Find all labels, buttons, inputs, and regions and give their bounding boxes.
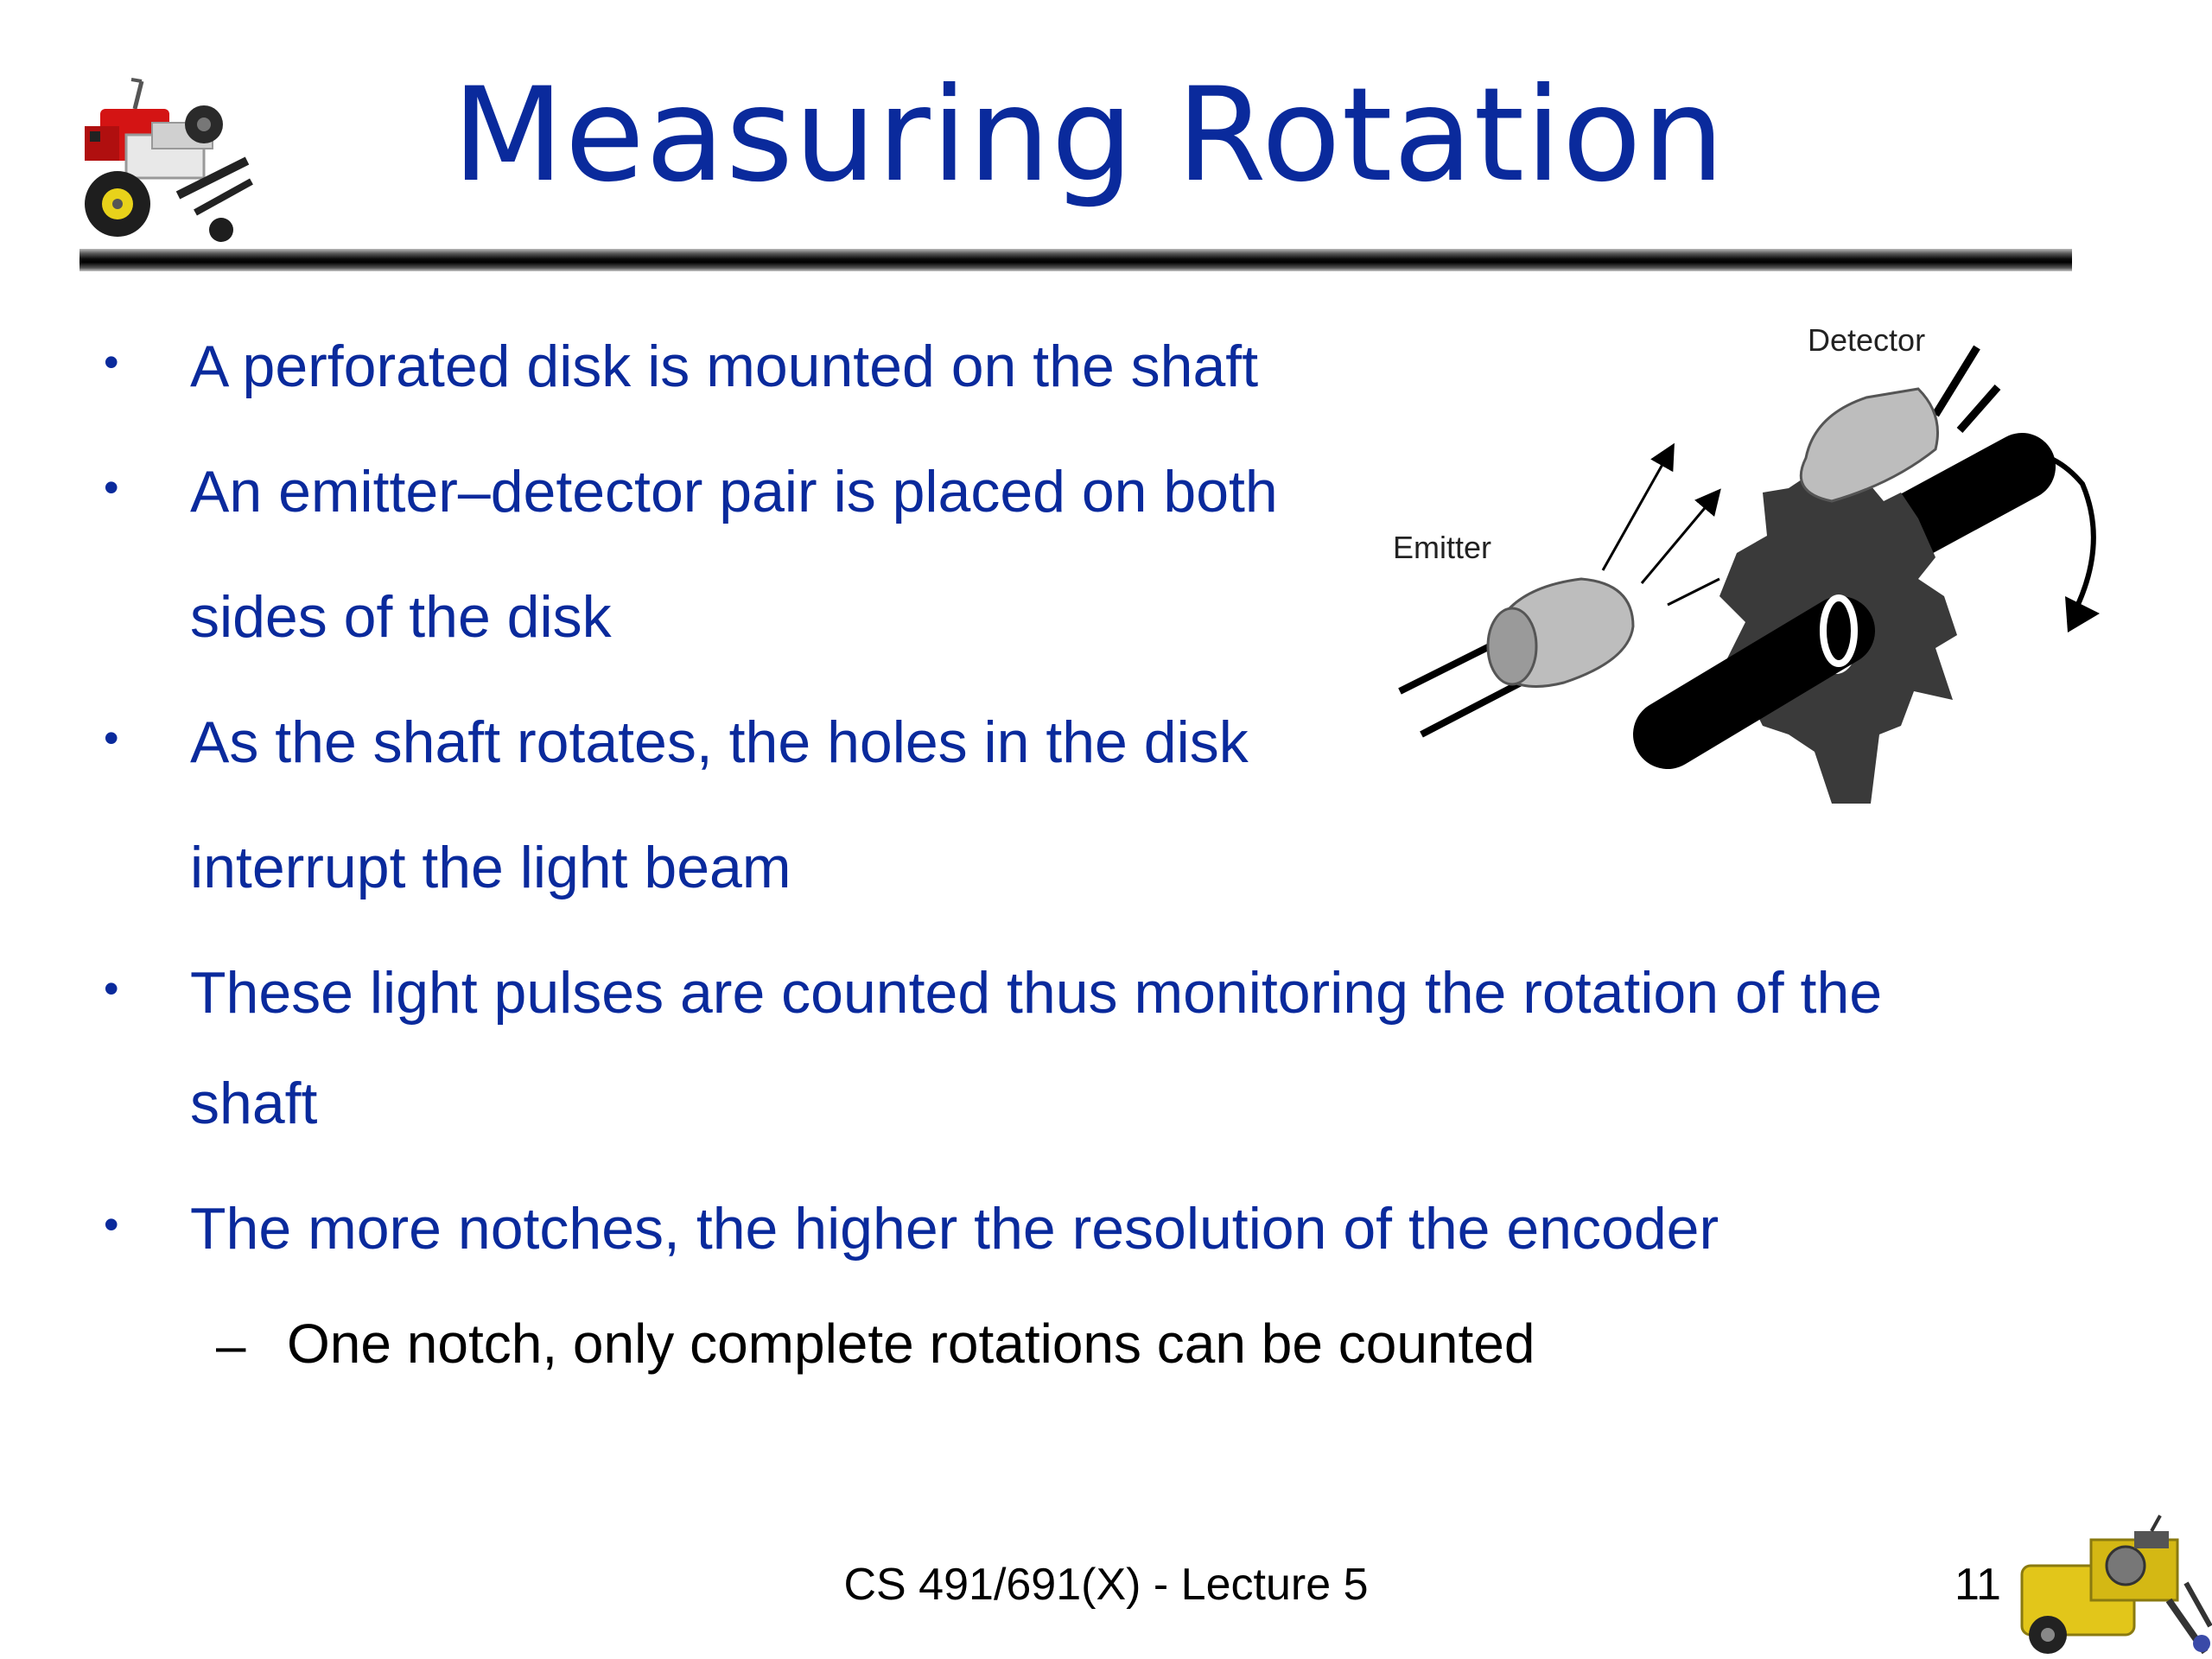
bullet-2-line-1: An emitter–detector pair is placed on both [190,459,1278,524]
emitter-icon [1400,579,1633,734]
encoder-diagram [1382,320,2126,821]
footer-course: CS 491/691(X) - Lecture 5 [843,1560,1369,1610]
bullet-3-line-1: As the shaft rotates, the holes in the disk [190,709,1249,775]
bullet-5-line-1: The more notches, the higher the resolution of the encoder [190,1196,1719,1262]
emitter-label: Emitter [1393,530,1492,565]
bullet-3-line-2: interrupt the light beam [190,835,791,900]
sub-bullet-marker: – [216,1316,246,1376]
bullet-marker: • [104,964,119,1013]
title-divider [79,249,2072,271]
bullet-4-line-2: shaft [190,1071,318,1136]
bullet-marker: • [104,463,119,512]
detector-label: Detector [1808,322,1926,358]
page-title: Measuring Rotation [452,60,1726,211]
bullet-4-line-1: These light pulses are counted thus monitoring the rotation of the [190,960,1883,1026]
bullet-marker: • [104,1200,119,1249]
bullet-marker: • [104,338,119,386]
robot-walker-icon [2013,1514,2212,1659]
light-beam-arrows [1603,448,1719,605]
sub-bullet-text: One notch, only complete rotations can be counted [287,1313,1535,1375]
bullet-1-line-1: A perforated disk is mounted on the shaft [190,334,1259,399]
page-number: 11 [1955,1560,2001,1610]
bullet-marker: • [104,714,119,762]
bullet-2-line-2: sides of the disk [190,584,612,650]
